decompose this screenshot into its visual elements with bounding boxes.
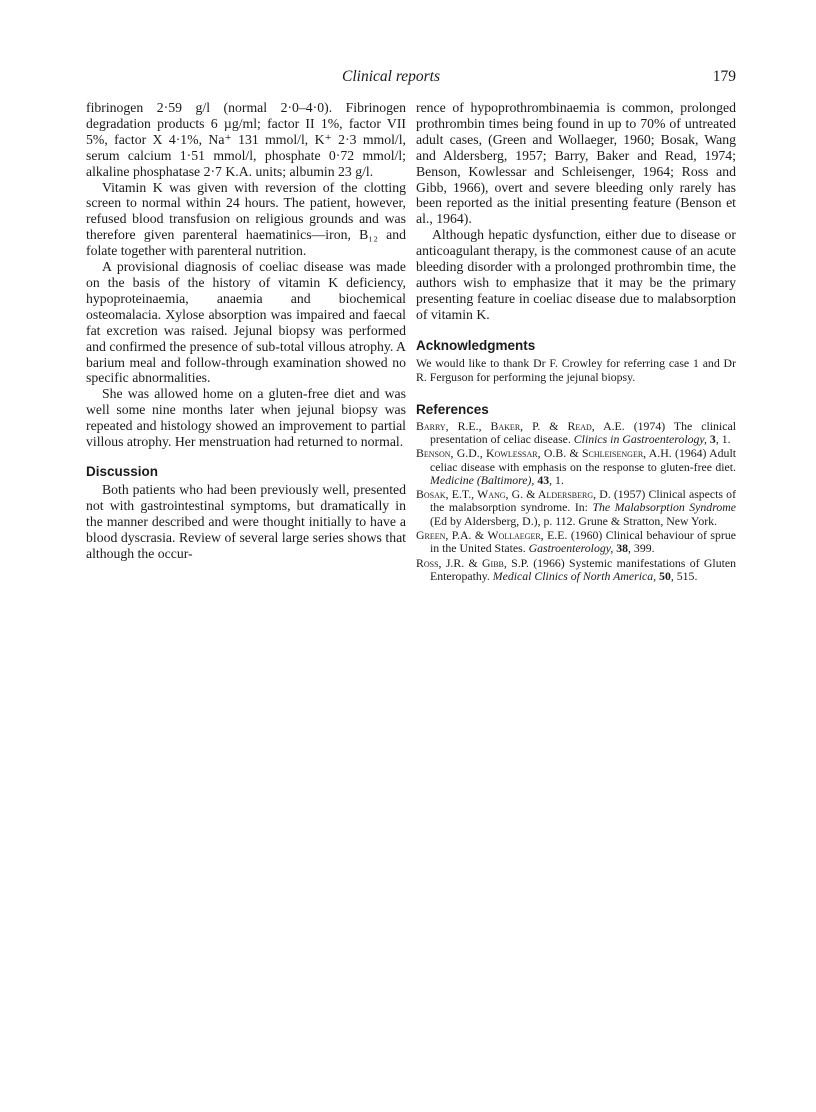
right-column [416, 100, 736, 584]
reference-journal: Clinics in Gastroenterology, [573, 431, 707, 446]
reference-volume: 43 [537, 472, 550, 487]
reference-item [416, 529, 736, 556]
reference-volume: 38 [616, 541, 629, 556]
reference-details: (1974) The clinical presentation of celiac disease. [430, 418, 736, 446]
running-title: Clinical reports [342, 68, 441, 85]
diagnosis-paragraph: A provisional diagnosis of coeliac disease was made on the basis of the history of vitamin K deficiency, hypoproteinaemia, anaemia and biochemical osteomalacia. Xylose absorption was impaired and faecal fat excretion was raised. Jejunal biopsy was performed and confirmed the presence of sub-total villous atrophy. A barium meal and follow-through examination showed no specific abnormalities. [86, 259, 406, 386]
reference-volume: 3 [709, 431, 716, 446]
reference-journal: Medicine (Baltimore), [430, 472, 535, 487]
reference-authors: Ross, J.R. & Gibb, S.P. [416, 555, 529, 570]
discussion-heading: Discussion [86, 463, 159, 479]
reference-authors: Bosak, E.T., Wang, G. & Aldersberg, D. [416, 487, 611, 502]
page-header [86, 68, 736, 92]
discussion-paragraph: Both patients who had been previously well, presented not with gastrointestinal symptoms, but dramatically in the manner described and were thought initially to have a blood dyscrasia. Review of several large series shows that although the occur- [86, 481, 406, 561]
left-column [86, 100, 406, 561]
reference-journal: Gastroenterology, [528, 541, 614, 556]
reference-details: (1966) Systemic manifestations of Gluten Enteropathy. [430, 555, 737, 583]
conclusion-paragraph: Although hepatic dysfunction, either due to disease or anticoagulant therapy, is the commonest cause of an acute bleeding disorder with a prolonged prothrombin time, the authors wish to emphasize that it may be the primary presenting feature in coeliac disease due to malabsorption of vitamin K. [416, 227, 736, 322]
reference-item [416, 488, 736, 528]
reference-details: (1957) Clinical aspects of the malabsorption syndrome. In: [430, 487, 736, 515]
reference-pages: , 1. [549, 472, 564, 487]
reference-item [416, 420, 736, 447]
reference-item [416, 447, 736, 487]
reference-details: (1960) Clinical behaviour of sprue in the United States. [430, 528, 736, 556]
lab-results-paragraph: fibrinogen 2·59 g/l (normal 2·0–4·0). Fibrinogen degradation products 6 µg/ml; factor II 1%, factor VII 5%, factor X 4·1%, Na⁺ 131 mmol/l, K⁺ 2·3 mmol/l, serum calcium 1·51 mmol/l, phosphate 0·72 mmol/l; alkaline phosphatase 2·7 K.A. units; albumin 23 g/l. [86, 100, 406, 179]
reference-authors: Barry, R.E., Baker, P. & Read, A.E. [416, 418, 625, 433]
reference-journal: The Malabsorption Syndrome [592, 500, 736, 515]
references-heading: References [416, 401, 489, 417]
reference-journal: Medical Clinics of North America, [492, 568, 657, 583]
acknowledgments-heading: Acknowledgments [416, 337, 536, 353]
reference-item [416, 557, 736, 584]
reference-pages: , 399. [628, 541, 655, 556]
reference-details: (1964) Adult celiac disease with emphasis on the response to gluten-free diet. [430, 446, 736, 474]
reference-authors: Green, P.A. & Wollaeger, E.E. [416, 528, 568, 543]
reference-volume: 50 [659, 568, 671, 583]
reference-pages: (Ed by Aldersberg, D.), p. 112. Grune & Stratton, New York. [430, 513, 718, 528]
reference-pages: , 515. [670, 568, 698, 583]
treatment-paragraph: Vitamin K was given with reversion of the clotting screen to normal within 24 hours. The patient, however, refused blood transfusion on religious grounds and was therefore given parenteral haematinics—iron, B₁₂ and folate together with parenteral nutrition. [86, 179, 406, 259]
page-number: 179 [712, 68, 736, 85]
acknowledgments-text: We would like to thank Dr F. Crowley for referring case 1 and Dr R. Ferguson for performing the jejunal biopsy. [416, 355, 736, 385]
reference-authors: Benson, G.D., Kowlessar, O.B. & Schleisenger, A.H. [416, 446, 672, 461]
reference-list [416, 420, 736, 584]
discussion-continued-paragraph: rence of hypoprothrombinaemia is common, prolonged prothrombin times being found in up to 70% of untreated adult cases, (Green and Wollaeger, 1960; Bosak, Wang and Aldersberg, 1957; Barry, Baker and Read, 1974; Benson, Kowlessar and Schleisenger, 1964; Ross and Gibb, 1966), overt and severe bleeding only rarely has been reported as the initial presenting feature (Benson et al., 1964). [416, 100, 736, 227]
outcome-paragraph: She was allowed home on a gluten-free diet and was well some nine months later when jejunal biopsy was repeated and histology showed an improvement to partial villous atrophy. Her menstruation had returned to normal. [86, 386, 406, 450]
reference-pages: , 1. [715, 431, 731, 446]
